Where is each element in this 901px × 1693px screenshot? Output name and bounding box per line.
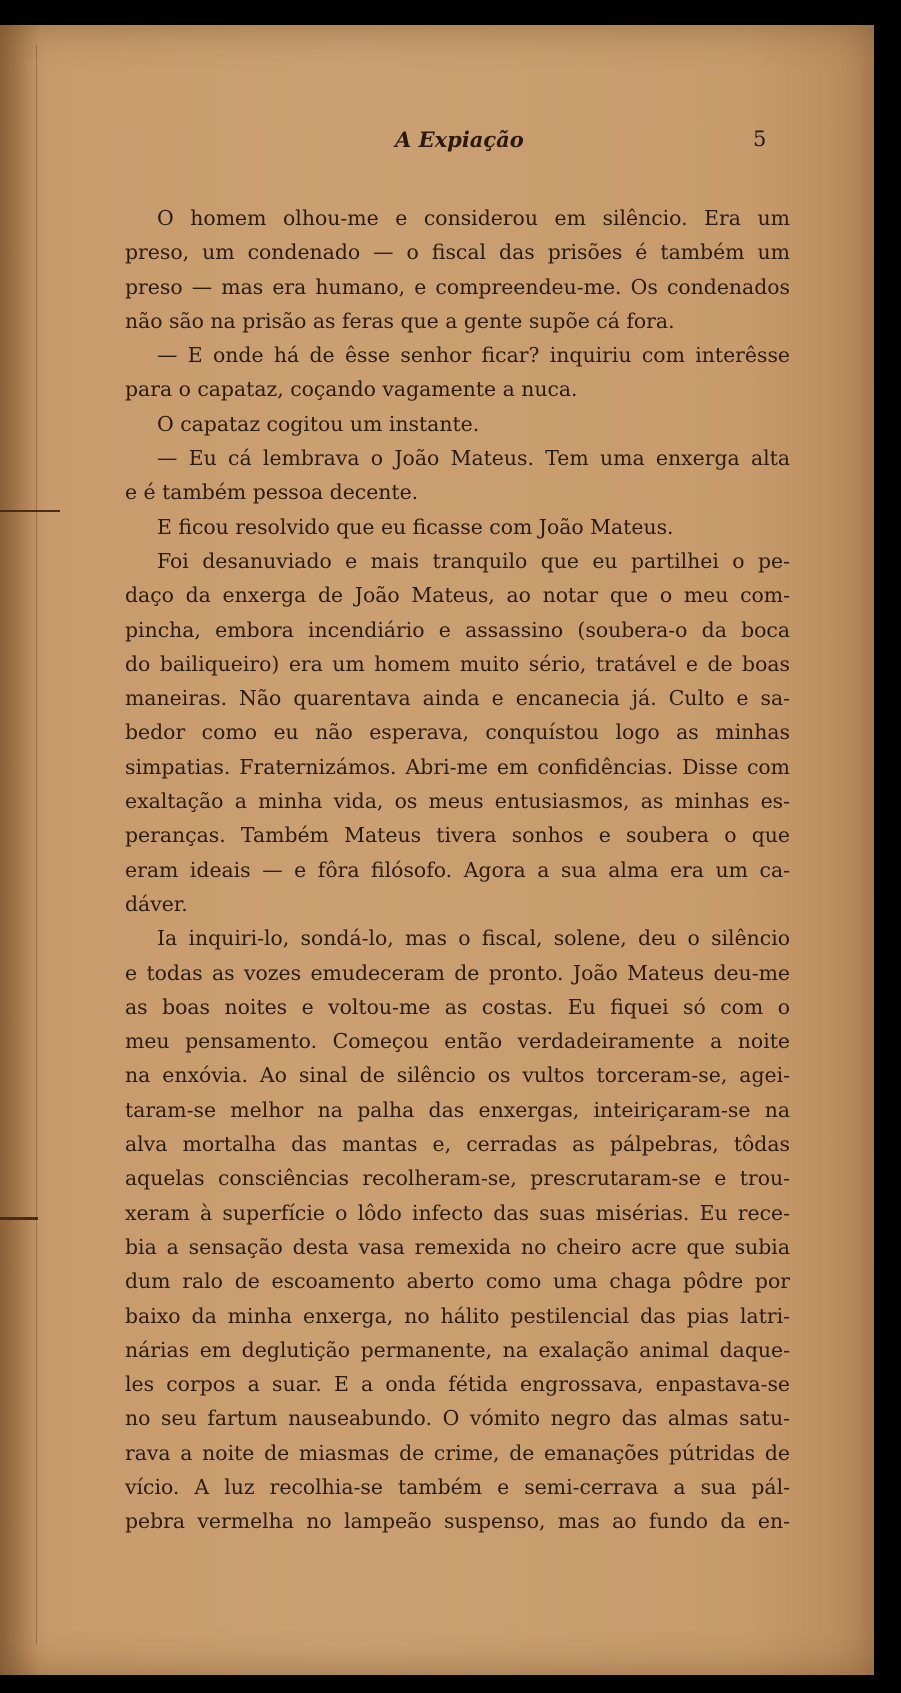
text-line: rava a noite de miasmas de crime, de emanações pútridas de bbox=[125, 1440, 790, 1465]
text-line: dum ralo de escoamento aberto como uma chaga pôdre por bbox=[125, 1269, 790, 1294]
text-line: na enxóvia. Ao sinal de silêncio os vultos torceram-se, agei- bbox=[125, 1063, 790, 1088]
text-line: aquelas consciências recolheram-se, prescrutaram-se e trou- bbox=[125, 1166, 790, 1191]
text-line: O capataz cogitou um instante. bbox=[157, 411, 480, 436]
text-line: nárias em deglutição permanente, na exalação animal daque- bbox=[125, 1337, 790, 1362]
text-line: E ficou resolvido que eu ficasse com João Mateus. bbox=[157, 514, 674, 539]
binding-thread-mark bbox=[0, 510, 60, 512]
text-line: baixo da minha enxerga, no hálito pestilencial das pias latri- bbox=[125, 1303, 790, 1328]
binding-fold-line bbox=[36, 45, 37, 1645]
text-line: taram-se melhor na palha das enxergas, inteiriçaram-se na bbox=[125, 1097, 790, 1122]
text-line: não são na prisão as feras que a gente supõe cá fora. bbox=[125, 308, 675, 333]
text-line: alva mortalha das mantas e, cerradas as pálpebras, tôdas bbox=[125, 1132, 790, 1157]
text-line: do bailiqueiro) era um homem muito sério, tratável e de boas bbox=[125, 651, 790, 676]
text-line: peranças. Também Mateus tivera sonhos e soubera o que bbox=[125, 823, 790, 848]
text-line: xeram à superfície o lôdo infecto das suas misérias. Eu rece- bbox=[125, 1200, 790, 1225]
text-line: bia a sensação desta vasa remexida no cheiro acre que subia bbox=[125, 1234, 790, 1259]
text-line: simpatias. Fraternizámos. Abri-me em confidências. Disse com bbox=[125, 754, 790, 779]
text-line: — Eu cá lembrava o João Mateus. Tem uma enxerga alta bbox=[157, 446, 790, 471]
text-line: Foi desanuviado e mais tranquilo que eu partilhei o pe- bbox=[157, 548, 790, 573]
binding-thread-mark bbox=[0, 1217, 38, 1220]
text-line: eram ideais — e fôra filósofo. Agora a sua alma era um ca- bbox=[125, 857, 790, 882]
text-line: no seu fartum nauseabundo. O vómito negro das almas satu- bbox=[125, 1406, 790, 1431]
text-line: as boas noites e voltou-me as costas. Eu fiquei só com o bbox=[125, 994, 790, 1019]
text-line: pincha, embora incendiário e assassino (soubera-o da boca bbox=[125, 617, 790, 642]
text-line: meu pensamento. Começou então verdadeiramente a noite bbox=[125, 1029, 790, 1054]
text-line: O homem olhou-me e considerou em silêncio. Era um bbox=[157, 206, 790, 230]
text-line: daço da enxerga de João Mateus, ao notar que o meu com- bbox=[125, 583, 790, 608]
text-line: exaltação a minha vida, os meus entusiasmos, as minhas es- bbox=[125, 789, 790, 814]
text-line: — E onde há de êsse senhor ficar? inquiriu com interêsse bbox=[157, 343, 790, 368]
text-line: e é também pessoa decente. bbox=[125, 480, 419, 505]
text-line: para o capataz, coçando vagamente a nuca. bbox=[125, 377, 578, 402]
text-line: Ia inquiri-lo, sondá-lo, mas o fiscal, solene, deu o silêncio bbox=[157, 926, 790, 951]
page-number: 5 bbox=[753, 127, 767, 151]
running-title: A Expiação bbox=[395, 127, 524, 152]
text-line: preso — mas era humano, e compreendeu-me. Os condenados bbox=[125, 274, 790, 299]
text-line: dáver. bbox=[125, 891, 188, 916]
book-page bbox=[0, 25, 874, 1675]
body-text bbox=[125, 201, 790, 1539]
text-line: vício. A luz recolhia-se também e semi-cerrava a sua pál- bbox=[125, 1474, 790, 1499]
text-line: bedor como eu não esperava, conquístou logo as minhas bbox=[125, 720, 790, 745]
text-line: preso, um condenado — o fiscal das prisões é também um bbox=[125, 240, 790, 265]
text-line: e todas as vozes emudeceram de pronto. João Mateus deu-me bbox=[125, 960, 790, 985]
text-line: les corpos a suar. E a onda fétida engrossava, enpastava-se bbox=[125, 1372, 790, 1397]
text-line: maneiras. Não quarentava ainda e encanecia já. Culto e sa- bbox=[125, 686, 790, 711]
page-header bbox=[0, 103, 874, 152]
text-line: pebra vermelha no lampeão suspenso, mas ao fundo da en- bbox=[125, 1509, 790, 1534]
